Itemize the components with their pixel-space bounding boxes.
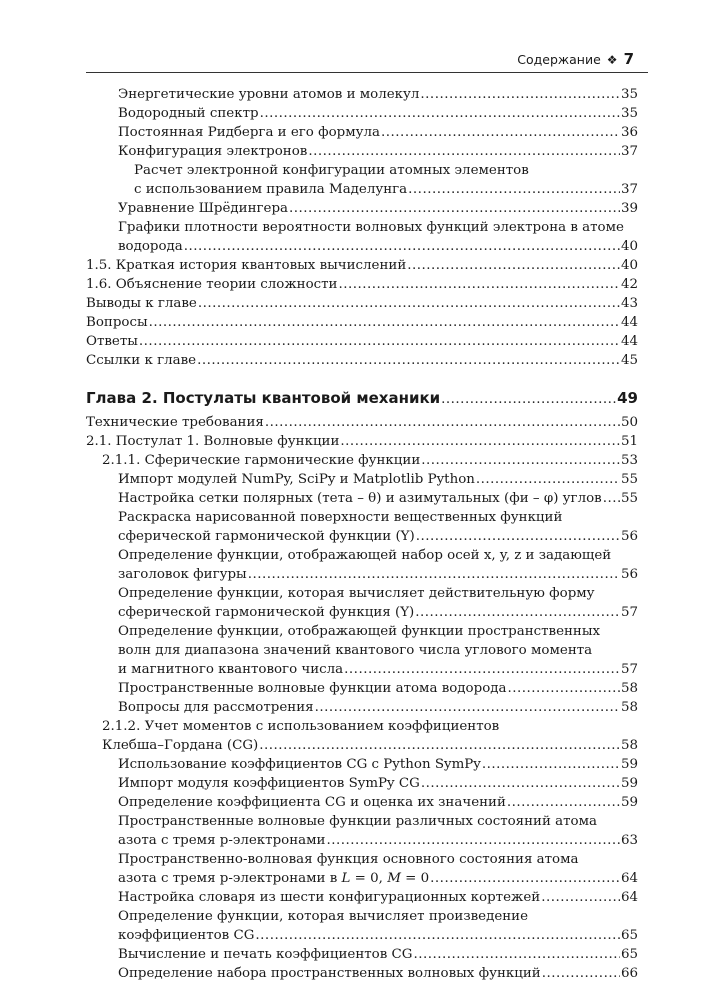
toc-entry-title: Конфигурация электронов bbox=[118, 144, 308, 159]
toc-entry-title: 2.1.1. Сферические гармонические функции bbox=[102, 453, 421, 468]
toc-entry-text-line: волн для диапазона значений квантового числа углового момента bbox=[118, 643, 593, 658]
toc-entry-title: Импорт модуля коэффициентов SymPy CG bbox=[118, 776, 420, 791]
toc-entry[interactable] bbox=[118, 907, 638, 945]
toc-entry-title: с использованием правила Маделунга bbox=[134, 182, 408, 197]
toc-page-number: 36 bbox=[620, 125, 638, 140]
toc-entry-title: Уравнение Шрёдингера bbox=[118, 201, 289, 216]
dot-leader bbox=[415, 603, 620, 622]
dot-leader bbox=[413, 945, 619, 964]
dot-leader bbox=[139, 332, 620, 351]
toc-page-number: 37 bbox=[620, 144, 638, 159]
dot-leader bbox=[408, 180, 620, 199]
dot-leader bbox=[265, 413, 620, 432]
toc-page-number: 59 bbox=[620, 795, 638, 810]
dot-leader bbox=[381, 123, 620, 142]
dot-leader bbox=[542, 964, 620, 983]
header-page-number: 7 bbox=[623, 50, 634, 68]
dot-leader bbox=[344, 660, 620, 679]
toc-page-number: 59 bbox=[620, 776, 638, 791]
dot-leader bbox=[260, 104, 620, 123]
toc-entry-text-line: 2.1.2. Учет моментов с использованием коэффициентов bbox=[102, 719, 500, 734]
toc-entry[interactable] bbox=[118, 508, 638, 546]
dot-leader bbox=[421, 774, 620, 793]
toc-entry[interactable] bbox=[102, 451, 638, 470]
toc-page-number: 59 bbox=[620, 757, 638, 772]
dot-leader bbox=[259, 736, 620, 755]
toc-page-number: 58 bbox=[620, 681, 638, 696]
dot-leader bbox=[482, 755, 620, 774]
toc-page-number: 55 bbox=[620, 491, 638, 506]
toc-entry-title: Импорт модулей NumPy, SciPy и Matplotlib Python bbox=[118, 472, 475, 487]
toc-entry-title: Использование коэффициентов CG с Python SymPy bbox=[118, 757, 481, 772]
toc-entry[interactable] bbox=[86, 332, 638, 351]
toc-entry-title: Постоянная Ридберга и его формула bbox=[118, 125, 381, 140]
toc-entry[interactable] bbox=[118, 679, 638, 698]
toc-entry[interactable] bbox=[118, 199, 638, 218]
toc-entry[interactable] bbox=[102, 717, 638, 755]
toc-entry[interactable] bbox=[118, 142, 638, 161]
toc-entry[interactable] bbox=[118, 123, 638, 142]
dot-leader bbox=[326, 831, 619, 850]
dot-leader bbox=[184, 237, 620, 256]
toc-page-number: 58 bbox=[620, 738, 638, 753]
toc-entry[interactable] bbox=[118, 964, 638, 983]
toc-entry-title: Энергетические уровни атомов и молекул bbox=[118, 87, 420, 102]
toc-entry[interactable] bbox=[118, 584, 638, 622]
dot-leader bbox=[198, 294, 620, 313]
dot-leader bbox=[315, 698, 620, 717]
toc-entry[interactable] bbox=[118, 622, 638, 679]
toc-page-number: 50 bbox=[620, 415, 638, 430]
toc-entry-title: сферической гармонической функция (Y) bbox=[118, 605, 415, 620]
toc-entry-title: Пространственные волновые функции атома водорода bbox=[118, 681, 507, 696]
toc-entry[interactable] bbox=[118, 489, 638, 508]
toc-page-number: 66 bbox=[620, 966, 638, 981]
dot-leader bbox=[476, 470, 620, 489]
toc-entry[interactable] bbox=[118, 755, 638, 774]
toc-page-number: 63 bbox=[620, 833, 638, 848]
dot-leader bbox=[340, 432, 620, 451]
dot-leader bbox=[603, 489, 620, 508]
toc-page-number: 45 bbox=[620, 353, 638, 368]
toc-page-number: 53 bbox=[620, 453, 638, 468]
dot-leader bbox=[197, 351, 620, 370]
toc-entry-title: Определение коэффициента CG и оценка их значений bbox=[118, 795, 506, 810]
toc-entry-text-line: Расчет электронной конфигурации атомных элементов bbox=[134, 163, 529, 178]
toc-page-number: 58 bbox=[620, 700, 638, 715]
toc-entry-title: Ссылки к главе bbox=[86, 353, 197, 368]
toc-page-number: 57 bbox=[620, 662, 638, 677]
toc-entry-text-line: Определение функции, которая вычисляет произведение bbox=[118, 909, 529, 924]
toc-page-number: 51 bbox=[620, 434, 638, 449]
toc-entry-title: Вопросы bbox=[86, 315, 148, 330]
toc-page-number: 55 bbox=[620, 472, 638, 487]
toc-entry[interactable] bbox=[86, 413, 638, 432]
toc-entry[interactable] bbox=[118, 470, 638, 489]
toc-entry-title: Вычисление и печать коэффициентов CG bbox=[118, 947, 413, 962]
toc-entry[interactable] bbox=[86, 275, 638, 294]
toc-entry-text-line: Раскраска нарисованной поверхности вещественных функций bbox=[118, 510, 563, 525]
toc-entry-text-line: Пространственные волновые функции различных состояний атома bbox=[118, 814, 597, 829]
toc-entry-title: заголовок фигуры bbox=[118, 567, 247, 582]
toc-page-number: 37 bbox=[620, 182, 638, 197]
toc-entry-title: Глава 2. Постулаты квантовой механики bbox=[86, 389, 441, 407]
toc-entry[interactable] bbox=[86, 294, 638, 313]
toc-entry-title: 1.6. Объяснение теории сложности bbox=[86, 277, 338, 292]
toc-entry[interactable] bbox=[118, 546, 638, 584]
toc-entry[interactable] bbox=[118, 85, 638, 104]
toc-entry-text-line: Определение функции, которая вычисляет действительную форму bbox=[118, 586, 595, 601]
dot-leader bbox=[421, 451, 620, 470]
toc-entry-title: Водородный спектр bbox=[118, 106, 259, 121]
toc-entry-text-line: Определение функции, отображающей набор осей x, y, z и задающей bbox=[118, 548, 612, 563]
toc-page-number: 40 bbox=[620, 258, 638, 273]
dot-leader bbox=[416, 527, 620, 546]
toc-entry[interactable] bbox=[134, 161, 638, 199]
toc-entry[interactable] bbox=[118, 888, 638, 907]
toc-entry-title: Определение набора пространственных волновых функций bbox=[118, 966, 541, 981]
toc-page-number: 49 bbox=[617, 389, 638, 407]
toc-entry[interactable] bbox=[118, 774, 638, 793]
dot-leader bbox=[507, 679, 619, 698]
toc-entry[interactable] bbox=[118, 850, 638, 888]
header-right bbox=[517, 50, 634, 68]
dot-leader bbox=[289, 199, 620, 218]
toc-page-number: 64 bbox=[620, 871, 638, 886]
toc-entry-text-line: Графики плотности вероятности волновых функций электрона в атоме bbox=[118, 220, 624, 235]
toc-entry-title: азота с тремя p-электронами в L = 0, M = 0 bbox=[118, 871, 430, 886]
toc-page-number: 40 bbox=[620, 239, 638, 254]
dot-leader bbox=[308, 142, 620, 161]
toc-entry-title: и магнитного квантового числа bbox=[118, 662, 344, 677]
toc-entry-text-line: Определение функции, отображающей функции пространственных bbox=[118, 624, 601, 639]
toc-entry-title: водорода bbox=[118, 239, 183, 254]
toc-entry-title: Настройка сетки полярных (тета – θ) и азимутальных (фи – φ) углов bbox=[118, 491, 602, 506]
header-ornament-icon: ❖ bbox=[606, 53, 618, 67]
toc-entry[interactable] bbox=[118, 104, 638, 123]
toc-page-number: 56 bbox=[620, 529, 638, 544]
toc-page-number: 44 bbox=[620, 315, 638, 330]
toc-page-number: 57 bbox=[620, 605, 638, 620]
toc-entry-title: Настройка словаря из шести конфигурационных кортежей bbox=[118, 890, 541, 905]
toc-page-number: 35 bbox=[620, 106, 638, 121]
toc-page-number: 43 bbox=[620, 296, 638, 311]
header-section-title: Содержание bbox=[517, 52, 601, 67]
toc-page-number: 42 bbox=[620, 277, 638, 292]
toc-page-number: 39 bbox=[620, 201, 638, 216]
toc-entry[interactable] bbox=[118, 698, 638, 717]
dot-leader bbox=[507, 793, 620, 812]
toc-entry[interactable] bbox=[118, 218, 638, 256]
toc-page-number: 64 bbox=[620, 890, 638, 905]
toc-entry-title: Ответы bbox=[86, 334, 138, 349]
toc-entry[interactable] bbox=[86, 351, 638, 370]
toc-entry[interactable] bbox=[86, 313, 638, 332]
toc-entry-title: Выводы к главе bbox=[86, 296, 197, 311]
dot-leader bbox=[541, 888, 620, 907]
dot-leader bbox=[441, 389, 616, 411]
running-header bbox=[86, 36, 648, 73]
toc-entry-title: Вопросы для рассмотрения bbox=[118, 700, 314, 715]
toc-entry[interactable] bbox=[118, 793, 638, 812]
toc-page-number: 35 bbox=[620, 87, 638, 102]
table-of-contents bbox=[86, 85, 638, 983]
toc-entry-title: Клебша–Гордана (CG) bbox=[102, 738, 259, 753]
toc-entry-title: Технические требования bbox=[86, 415, 264, 430]
toc-entry[interactable] bbox=[86, 432, 638, 451]
toc-entry-title: коэффициентов CG bbox=[118, 928, 255, 943]
toc-page-number: 65 bbox=[620, 928, 638, 943]
dot-leader bbox=[338, 275, 619, 294]
toc-entry[interactable] bbox=[118, 945, 638, 964]
toc-page-number: 65 bbox=[620, 947, 638, 962]
dot-leader bbox=[430, 869, 620, 888]
toc-page-number: 56 bbox=[620, 567, 638, 582]
dot-leader bbox=[149, 313, 620, 332]
toc-entry-text-line: Пространственно-волновая функция основного состояния атома bbox=[118, 852, 579, 867]
toc-entry-title: азота с тремя p-электронами bbox=[118, 833, 326, 848]
toc-entry[interactable] bbox=[86, 256, 638, 275]
toc-entry-title: 1.5. Краткая история квантовых вычислений bbox=[86, 258, 407, 273]
toc-entry[interactable] bbox=[118, 812, 638, 850]
dot-leader bbox=[248, 565, 620, 584]
toc-chapter-entry[interactable] bbox=[86, 387, 638, 411]
toc-entry-title: сферической гармонической функции (Y) bbox=[118, 529, 415, 544]
toc-page-number: 44 bbox=[620, 334, 638, 349]
toc-entry-title: 2.1. Постулат 1. Волновые функции bbox=[86, 434, 340, 449]
dot-leader bbox=[420, 85, 620, 104]
dot-leader bbox=[407, 256, 620, 275]
dot-leader bbox=[255, 926, 620, 945]
